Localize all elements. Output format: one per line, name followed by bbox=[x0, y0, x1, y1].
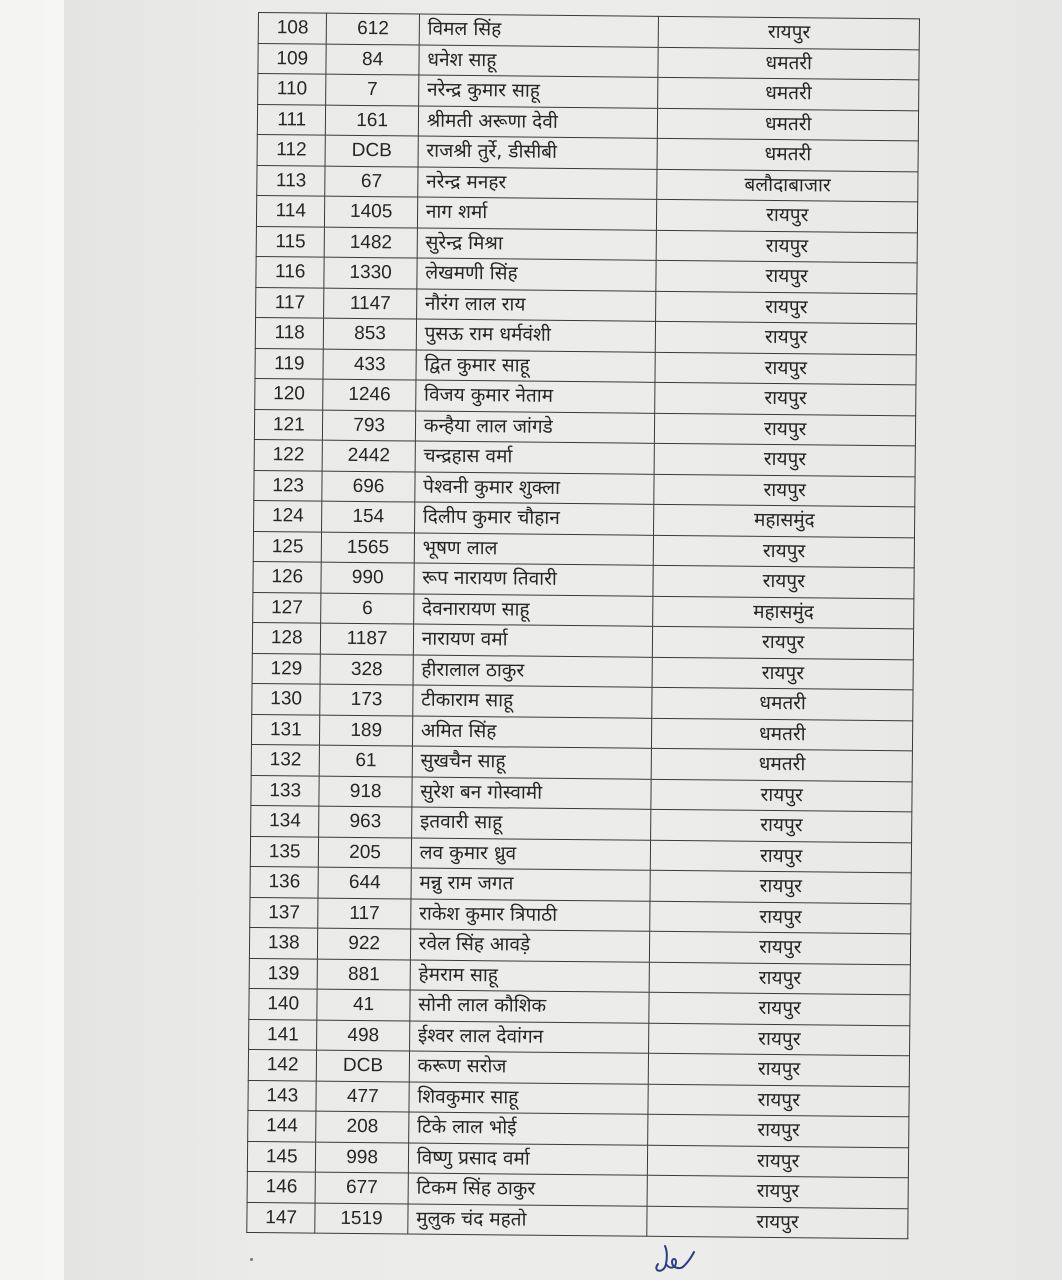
district-cell: रायपुर bbox=[657, 199, 918, 232]
code-cell: 612 bbox=[327, 13, 420, 44]
code-cell: 1187 bbox=[321, 623, 414, 654]
paper-speck bbox=[250, 1258, 253, 1261]
district-cell: रायपुर bbox=[649, 1023, 910, 1056]
serial-cell: 125 bbox=[253, 531, 322, 562]
district-cell: रायपुर bbox=[655, 443, 916, 476]
name-cell: कन्हैया लाल जांगडे bbox=[415, 411, 655, 444]
code-cell: 1330 bbox=[324, 257, 417, 288]
name-cell: लेखमणी सिंह bbox=[417, 258, 657, 291]
name-cell: रवेल सिंह आवड़े bbox=[410, 929, 650, 962]
code-cell: 1565 bbox=[322, 532, 415, 563]
district-cell: रायपुर bbox=[650, 931, 911, 964]
code-cell: 677 bbox=[316, 1172, 409, 1203]
district-cell: रायपुर bbox=[655, 352, 916, 385]
district-cell: महासमुंद bbox=[653, 596, 914, 629]
district-cell: रायपुर bbox=[653, 565, 914, 598]
district-cell: धमतरी bbox=[658, 77, 919, 110]
district-cell: रायपुर bbox=[659, 16, 920, 49]
code-cell: 1482 bbox=[325, 227, 418, 258]
serial-cell: 146 bbox=[247, 1171, 316, 1202]
district-cell: धमतरी bbox=[658, 108, 919, 141]
code-cell: 644 bbox=[318, 867, 411, 898]
code-cell: 154 bbox=[322, 501, 415, 532]
serial-cell: 114 bbox=[256, 195, 325, 226]
serial-cell: 123 bbox=[254, 470, 323, 501]
code-cell: 2442 bbox=[323, 440, 416, 471]
code-cell: 498 bbox=[317, 1020, 410, 1051]
name-cell: नरेन्द्र कुमार साहू bbox=[418, 75, 658, 108]
viewer-margin bbox=[0, 0, 44, 1280]
district-cell: बलौदाबाजार bbox=[657, 169, 918, 202]
district-cell: रायपुर bbox=[657, 230, 918, 263]
serial-cell: 116 bbox=[256, 256, 325, 287]
table-body bbox=[247, 13, 920, 1239]
code-cell: 881 bbox=[318, 959, 411, 990]
code-cell: 208 bbox=[316, 1111, 409, 1142]
name-cell: सुरेन्द्र मिश्रा bbox=[417, 228, 657, 261]
district-cell: रायपुर bbox=[651, 840, 912, 873]
serial-cell: 112 bbox=[257, 134, 326, 165]
serial-cell: 126 bbox=[253, 561, 322, 592]
district-cell: रायपुर bbox=[649, 1053, 910, 1086]
name-cell: राजश्री तुर्रे, डीसीबी bbox=[418, 136, 658, 169]
name-cell: टिके लाल भोई bbox=[408, 1112, 648, 1145]
name-cell: रूप नारायण तिवारी bbox=[414, 563, 654, 596]
district-cell: रायपुर bbox=[649, 992, 910, 1025]
district-cell: रायपुर bbox=[655, 413, 916, 446]
code-cell: 918 bbox=[319, 776, 412, 807]
serial-cell: 135 bbox=[250, 836, 319, 867]
name-cell: लव कुमार ध्रुव bbox=[411, 838, 651, 871]
code-cell: 1147 bbox=[324, 288, 417, 319]
code-cell: 853 bbox=[324, 318, 417, 349]
district-cell: रायपुर bbox=[656, 260, 917, 293]
serial-cell: 111 bbox=[257, 104, 326, 135]
serial-cell: 113 bbox=[257, 165, 326, 196]
district-cell: रायपुर bbox=[655, 382, 916, 415]
district-cell: रायपुर bbox=[647, 1206, 908, 1239]
name-cell: धनेश साहू bbox=[419, 45, 659, 78]
serial-cell: 122 bbox=[254, 439, 323, 470]
district-cell: धमतरी bbox=[652, 718, 913, 751]
serial-cell: 131 bbox=[251, 714, 320, 745]
code-cell: DCB bbox=[317, 1050, 410, 1081]
name-cell: श्रीमती अरूणा देवी bbox=[418, 106, 658, 139]
district-cell: रायपुर bbox=[656, 291, 917, 324]
code-cell: 161 bbox=[326, 105, 419, 136]
serial-cell: 129 bbox=[252, 653, 321, 684]
serial-cell: 140 bbox=[249, 988, 318, 1019]
district-cell: रायपुर bbox=[648, 1145, 909, 1178]
code-cell: 67 bbox=[325, 166, 418, 197]
code-cell: 7 bbox=[326, 74, 419, 105]
serial-cell: 144 bbox=[248, 1110, 317, 1141]
serial-cell: 121 bbox=[254, 409, 323, 440]
code-cell: 41 bbox=[317, 989, 410, 1020]
serial-cell: 110 bbox=[258, 74, 327, 105]
code-cell: 61 bbox=[320, 745, 413, 776]
serial-cell: 143 bbox=[248, 1080, 317, 1111]
serial-cell: 138 bbox=[249, 927, 318, 958]
district-cell: रायपुर bbox=[653, 626, 914, 659]
handwritten-initials bbox=[650, 1242, 700, 1276]
district-cell: रायपुर bbox=[656, 321, 917, 354]
code-cell: 477 bbox=[316, 1081, 409, 1112]
serial-cell: 137 bbox=[250, 897, 319, 928]
district-cell: रायपुर bbox=[652, 657, 913, 690]
serial-cell: 128 bbox=[252, 622, 321, 653]
serial-cell: 127 bbox=[253, 592, 322, 623]
serial-cell: 142 bbox=[248, 1049, 317, 1080]
serial-cell: 147 bbox=[247, 1202, 316, 1233]
code-cell: 998 bbox=[316, 1142, 409, 1173]
name-cell: सुरेश बन गोस्वामी bbox=[412, 777, 652, 810]
serial-cell: 145 bbox=[247, 1141, 316, 1172]
district-cell: रायपुर bbox=[650, 901, 911, 934]
serial-cell: 124 bbox=[254, 500, 323, 531]
serial-cell: 141 bbox=[249, 1019, 318, 1050]
name-cell: द्वित कुमार साहू bbox=[416, 350, 656, 383]
district-cell: रायपुर bbox=[650, 962, 911, 995]
code-cell: 84 bbox=[326, 44, 419, 75]
name-cell: विमल सिंह bbox=[419, 14, 659, 47]
name-cell: इतवारी साहू bbox=[411, 807, 651, 840]
code-cell: 922 bbox=[318, 928, 411, 959]
district-cell: रायपुर bbox=[650, 870, 911, 903]
name-cell: पुसऊ राम धर्मवंशी bbox=[416, 319, 656, 352]
code-cell: 433 bbox=[323, 349, 416, 380]
name-cell: अमित सिंह bbox=[412, 716, 652, 749]
code-cell: 696 bbox=[322, 471, 415, 502]
serial-cell: 118 bbox=[255, 317, 324, 348]
name-cell: पेश्वनी कुमार शुक्ला bbox=[415, 472, 655, 505]
serial-cell: 108 bbox=[258, 13, 327, 44]
serial-cell: 133 bbox=[251, 775, 320, 806]
serial-cell: 134 bbox=[251, 805, 320, 836]
code-cell: 963 bbox=[319, 806, 412, 837]
code-cell: 1246 bbox=[323, 379, 416, 410]
name-cell: सुखचैन साहू bbox=[412, 746, 652, 779]
serial-cell: 115 bbox=[256, 226, 325, 257]
serial-cell: 132 bbox=[251, 744, 320, 775]
staff-list-table bbox=[246, 12, 920, 1239]
viewer-gutter bbox=[44, 0, 64, 1280]
name-cell: सोनी लाल कौशिक bbox=[410, 990, 650, 1023]
name-cell: करूण सरोज bbox=[409, 1051, 649, 1084]
code-cell: 173 bbox=[320, 684, 413, 715]
district-cell: धमतरी bbox=[652, 748, 913, 781]
district-cell: रायपुर bbox=[651, 779, 912, 812]
serial-cell: 120 bbox=[255, 378, 324, 409]
serial-cell: 117 bbox=[256, 287, 325, 318]
serial-cell: 109 bbox=[258, 43, 327, 74]
district-cell: धमतरी bbox=[658, 47, 919, 80]
code-cell: 328 bbox=[321, 654, 414, 685]
name-cell: नौरंग लाल राय bbox=[416, 289, 656, 322]
district-cell: रायपुर bbox=[654, 535, 915, 568]
district-cell: महासमुंद bbox=[654, 504, 915, 537]
code-cell: 189 bbox=[320, 715, 413, 746]
district-cell: रायपुर bbox=[654, 474, 915, 507]
name-cell: नाग शर्मा bbox=[417, 197, 657, 230]
code-cell: 1405 bbox=[325, 196, 418, 227]
name-cell: टिकम सिंह ठाकुर bbox=[408, 1173, 648, 1206]
code-cell: 793 bbox=[323, 410, 416, 441]
name-cell: नारायण वर्मा bbox=[413, 624, 653, 657]
name-cell: मन्नु राम जगत bbox=[411, 868, 651, 901]
serial-cell: 136 bbox=[250, 866, 319, 897]
district-cell: रायपुर bbox=[648, 1114, 909, 1147]
code-cell: 990 bbox=[321, 562, 414, 593]
name-cell: दिलीप कुमार चौहान bbox=[414, 502, 654, 535]
district-cell: धमतरी bbox=[657, 138, 918, 171]
name-cell: टीकाराम साहू bbox=[413, 685, 653, 718]
table-row bbox=[247, 1202, 908, 1239]
district-cell: धमतरी bbox=[652, 687, 913, 720]
serial-cell: 130 bbox=[252, 683, 321, 714]
code-cell: 6 bbox=[321, 593, 414, 624]
district-cell: रायपुर bbox=[651, 809, 912, 842]
name-cell: शिवकुमार साहू bbox=[409, 1081, 649, 1114]
name-cell: मुलुक चंद महतो bbox=[408, 1203, 648, 1236]
serial-cell: 139 bbox=[249, 958, 318, 989]
name-cell: नरेन्द्र मनहर bbox=[418, 167, 658, 200]
name-cell: विष्णु प्रसाद वर्मा bbox=[408, 1142, 648, 1175]
name-cell: राकेश कुमार त्रिपाठी bbox=[410, 899, 650, 932]
name-cell: हेमराम साहू bbox=[410, 960, 650, 993]
name-cell: देवनारायण साहू bbox=[413, 594, 653, 627]
code-cell: 1519 bbox=[315, 1203, 408, 1234]
name-cell: भूषण लाल bbox=[414, 533, 654, 566]
district-cell: रायपुर bbox=[648, 1175, 909, 1208]
district-cell: रायपुर bbox=[648, 1084, 909, 1117]
code-cell: 117 bbox=[318, 898, 411, 929]
code-cell: DCB bbox=[326, 135, 419, 166]
name-cell: हीरालाल ठाकुर bbox=[413, 655, 653, 688]
code-cell: 205 bbox=[319, 837, 412, 868]
name-cell: विजय कुमार नेताम bbox=[415, 380, 655, 413]
serial-cell: 119 bbox=[255, 348, 324, 379]
name-cell: चन्द्रहास वर्मा bbox=[415, 441, 655, 474]
name-cell: ईश्वर लाल देवांगन bbox=[409, 1021, 649, 1054]
